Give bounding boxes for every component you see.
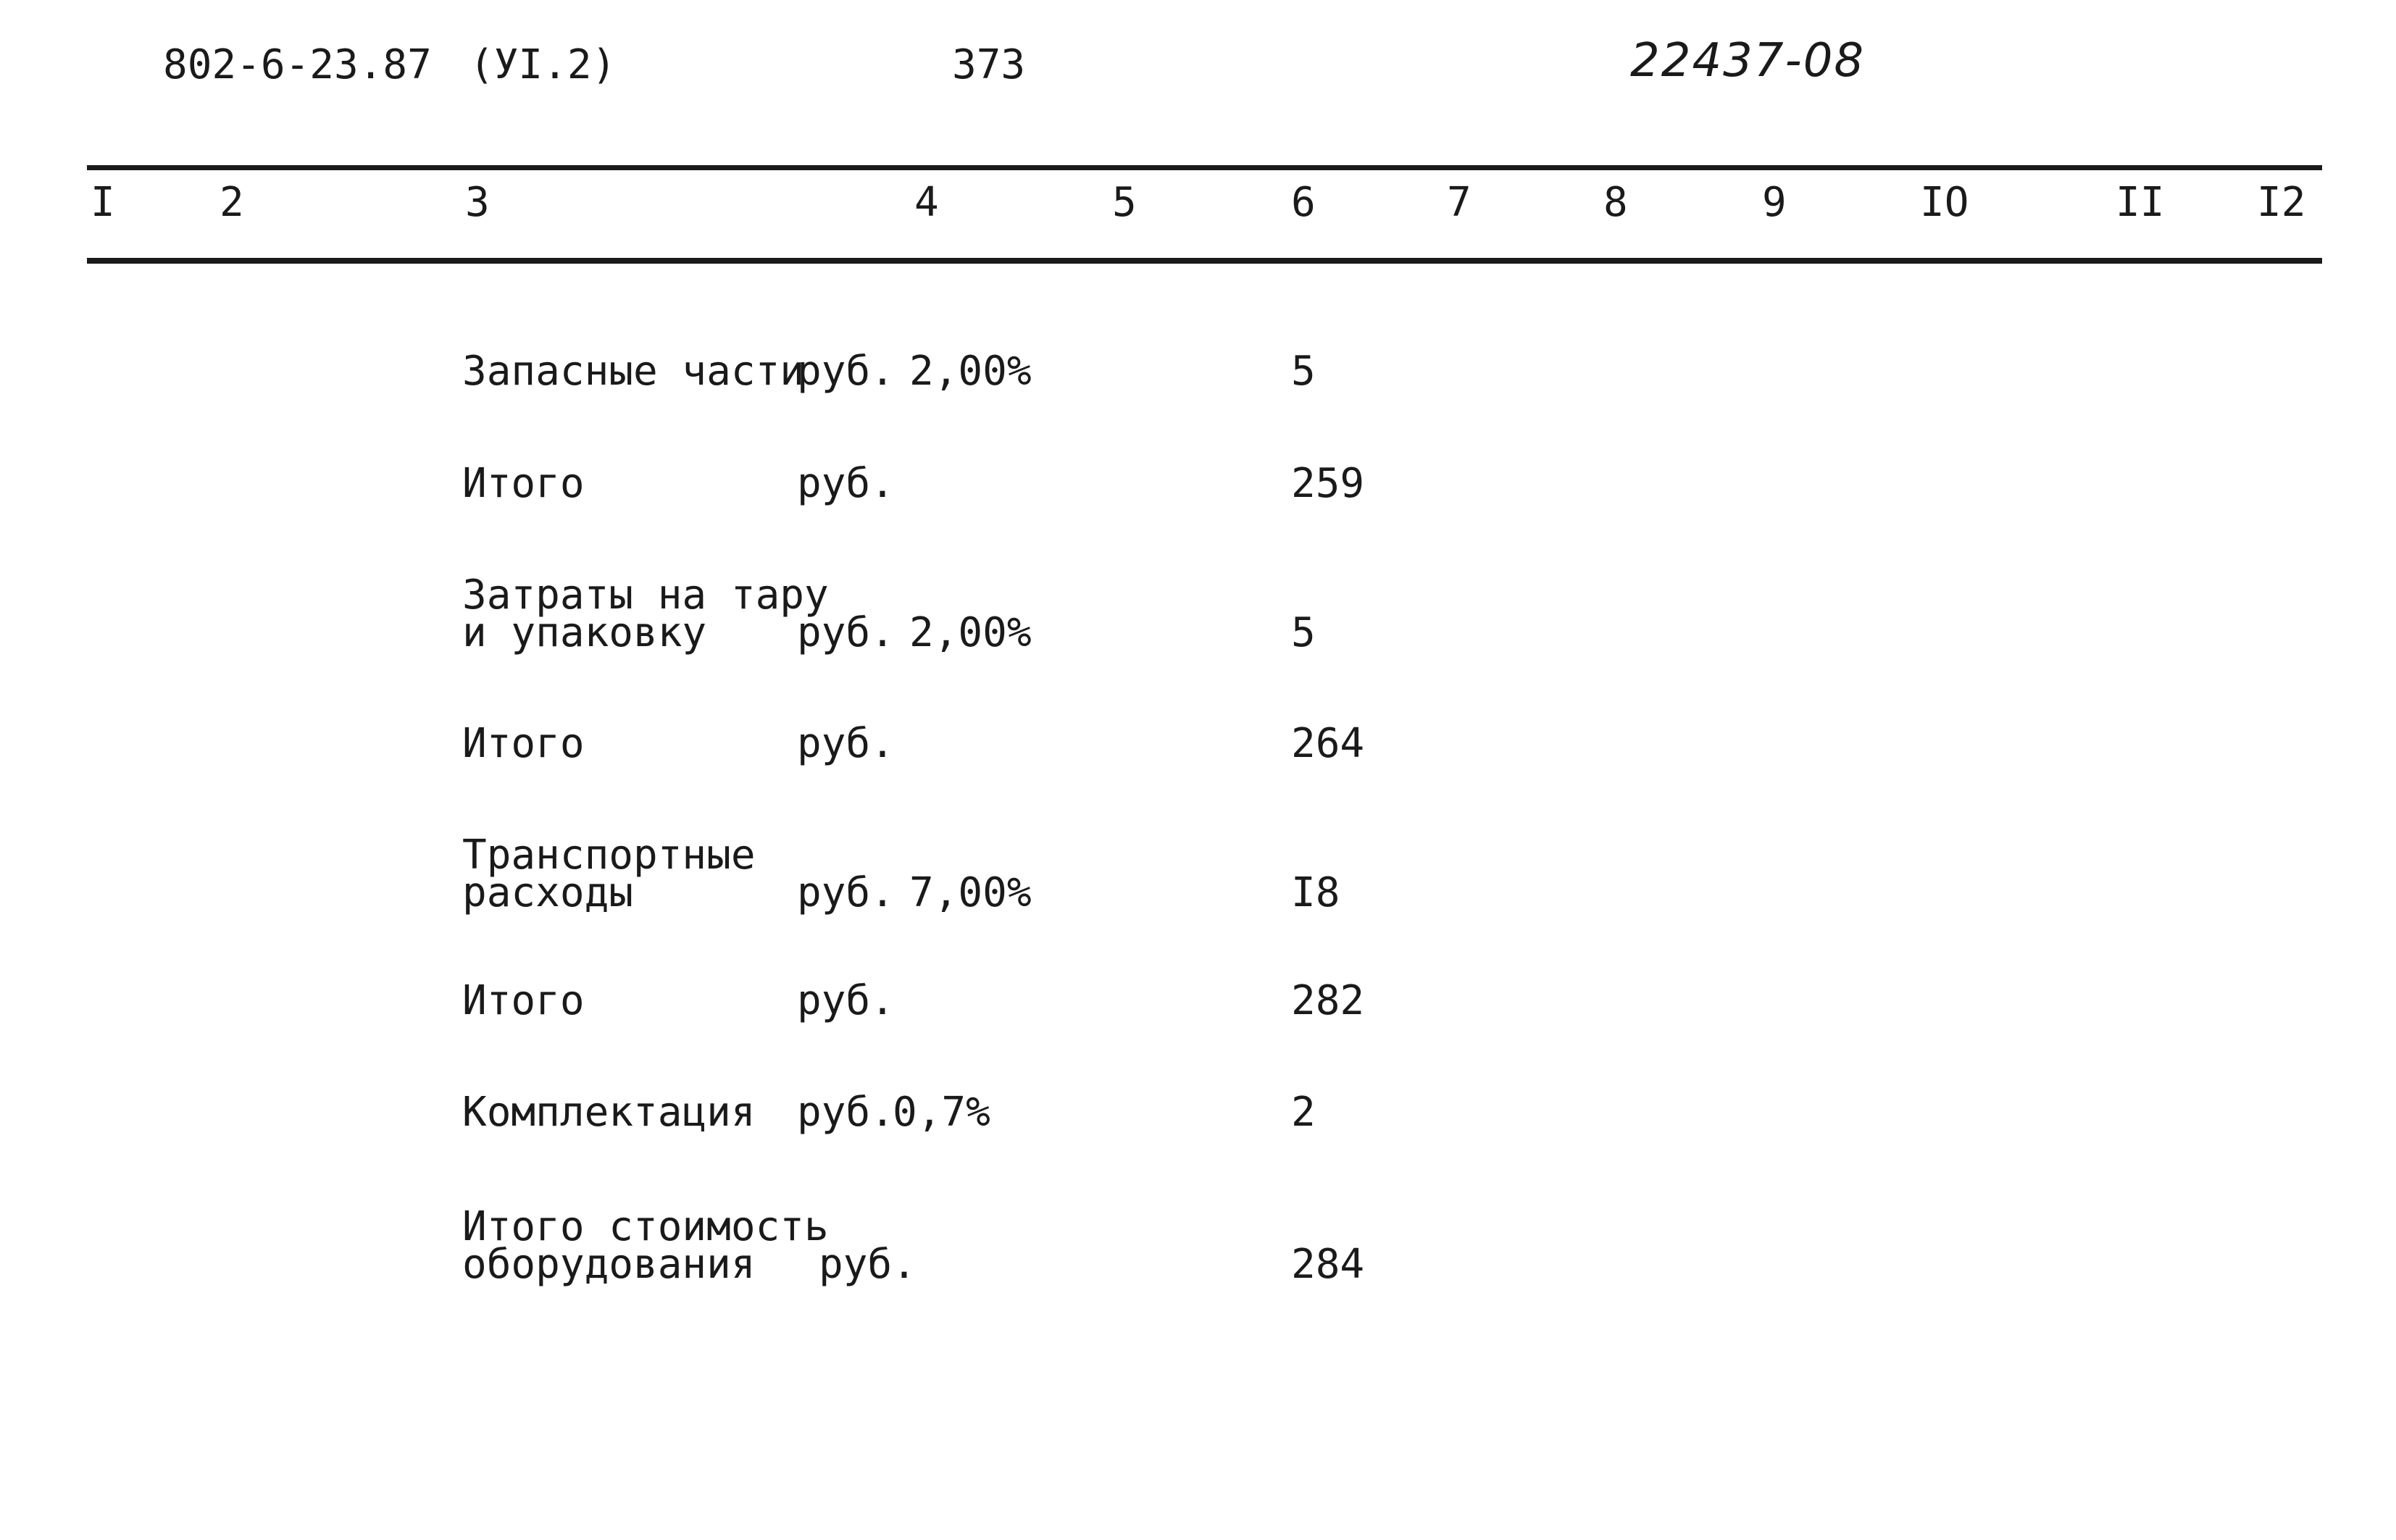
row-2-label: Итого [462,460,585,507]
column-header-4: 4 [914,179,939,226]
row-5-value: I8 [1291,869,1340,916]
row-1-value: 5 [1291,348,1316,395]
row-3-value: 5 [1291,609,1316,656]
column-header-11: II [2116,179,2165,226]
row-2-unit: руб. [797,460,895,507]
row-6-value: 282 [1291,977,1365,1024]
column-header-8: 8 [1603,179,1628,226]
row-7-rate: 0,7% [893,1089,990,1136]
row-6-unit: руб. [797,977,895,1024]
row-5-unit: руб. [797,869,895,916]
row-7-label: Комплектация [462,1089,756,1136]
row-6-label: Итого [462,977,585,1024]
column-header-5: 5 [1112,179,1137,226]
row-1-label: Запасные части [462,348,805,395]
table-header-bottom-rule [87,258,2322,264]
row-1-rate: 2,00% [909,348,1032,395]
column-header-1: I [91,179,115,226]
row-8-label-line-1: Итого стоимость [462,1203,829,1250]
column-header-2: 2 [220,179,244,226]
row-7-unit: руб. [797,1089,895,1136]
row-4-value: 264 [1291,720,1365,767]
row-5-rate: 7,00% [909,869,1032,916]
page-number: 373 [952,41,1026,88]
handwritten-doc-number: 22437-08 [1630,34,1866,88]
row-3-rate: 2,00% [909,609,1032,656]
row-3-label-line-1: Затраты на тару [462,572,829,619]
row-3-label-line-2: и упаковку [462,609,707,656]
row-8-unit: руб. [819,1241,917,1288]
row-7-value: 2 [1291,1089,1316,1136]
section-number: (УI.2) [469,41,617,88]
row-8-label-line-2: оборудования [462,1241,756,1288]
column-header-9: 9 [1762,179,1787,226]
column-header-3: 3 [465,179,490,226]
row-5-label-line-1: Транспортные [462,832,756,879]
column-header-6: 6 [1291,179,1316,226]
column-header-7: 7 [1447,179,1472,226]
row-5-label-line-2: расходы [462,869,634,916]
row-4-label: Итого [462,720,585,767]
row-8-value: 284 [1291,1241,1365,1288]
row-3-unit: руб. [797,609,895,656]
table-top-rule [87,165,2322,170]
row-1-unit: руб. [797,348,895,395]
document-code: 802-6-23.87 [163,41,432,88]
row-2-value: 259 [1291,460,1365,507]
column-header-12: I2 [2257,179,2306,226]
column-header-10: IO [1920,179,1969,226]
row-4-unit: руб. [797,720,895,767]
